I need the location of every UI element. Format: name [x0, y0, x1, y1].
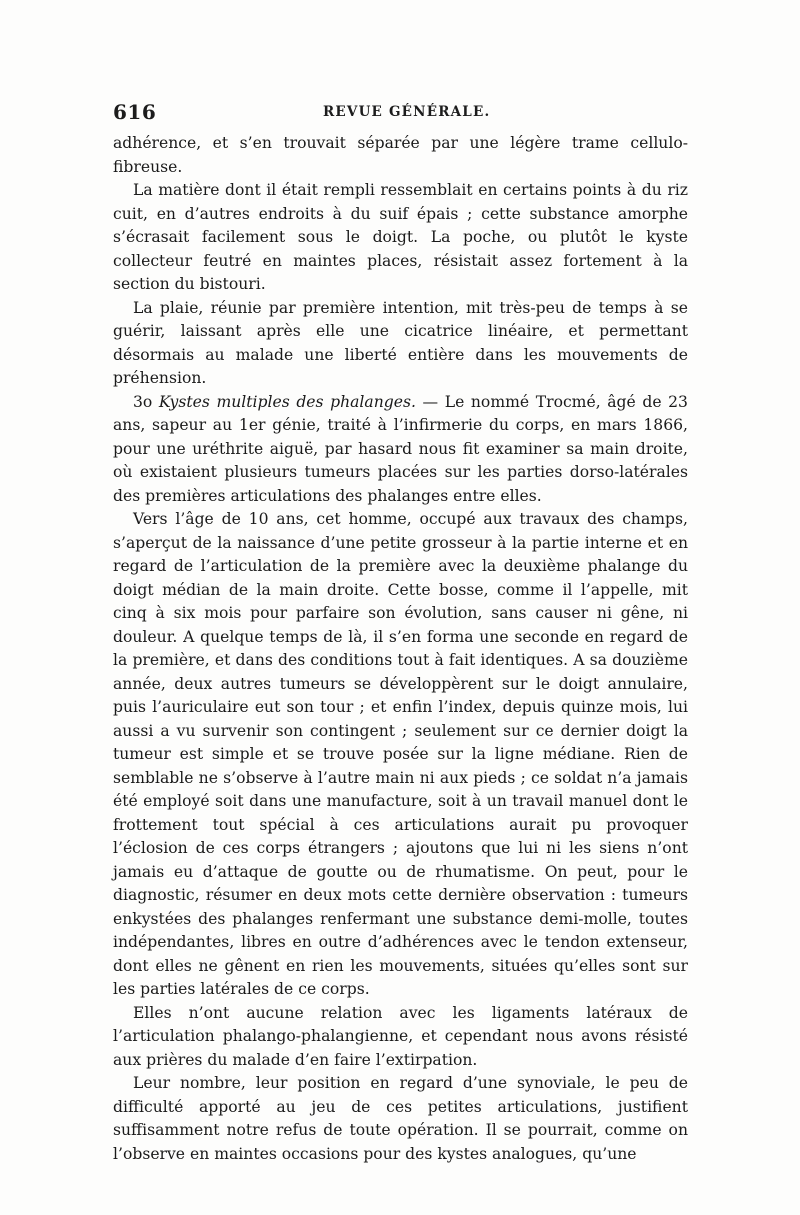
page-number: 616 [113, 100, 157, 124]
running-title: REVUE GÉNÉRALE. [323, 104, 491, 120]
paragraph: Elles n’ont aucune relation avec les ligaments latéraux de l’articulation phalango-phalangienne, et cependant nous avons résisté aux prières du malade d’en faire l’extirpation. [113, 1003, 688, 1069]
running-header [113, 100, 688, 128]
paragraph: Vers l’âge de 10 ans, cet homme, occupé aux travaux des champs, s’aperçut de la naissance d’une petite grosseur à la partie interne et en regard de l’articulation de la première avec la deuxième phalange du doigt médian de la main droite. Cette bosse, comme il l’appelle, mit cinq à six mois pour parfaire son évolution, sans causer ni gêne, ni douleur. A quelque temps de là, il s’en forma une seconde en regard de la première, et dans des conditions tout à fait identiques. A sa douzième année, deux autres tumeurs se développèrent sur le doigt annulaire, puis l’auriculaire eut son tour ; et enfin l’index, depuis quinze mois, lui aussi a vu survenir son contingent ; seulement sur ce dernier doigt la tumeur est simple et se trouve posée sur la ligne médiane. Rien de semblable ne s’observe à l’autre main ni aux pieds ; ce soldat n’a jamais été employé soit dans une manufacture, soit à un travail manuel dont le frottement tout spécial à ces articulations aurait pu provoquer l’éclosion de ces corps étrangers ; ajoutons que lui ni les siens n’ont jamais eu d’attaque de goutte ou de rhumatisme. On peut, pour le diagnostic, résumer en deux mots cette dernière observation : tumeurs enkystées des phalanges renfermant une substance demi-molle, toutes indépendantes, libres en outre d’adhérences avec le tendon extenseur, dont elles ne gênent en rien les mouvements, situées qu’elles sont sur les parties latérales de ce corps. [113, 510, 688, 998]
section-number: 3o [133, 392, 153, 411]
paragraph: La plaie, réunie par première intention, mit très-peu de temps à se guérir, laissant après elle une cicatrice linéaire, et permettant désormais au malade une liberté entière dans les mouvements de préhension. [113, 298, 688, 387]
paragraph: Leur nombre, leur position en regard d’une synoviale, le peu de difficulté apporté au jeu de ces petites articulations, justifient suffisamment notre refus de toute opération. Il se pourrait, comme on l’observe en maintes occasions pour des kystes analogues, qu’une [113, 1074, 688, 1163]
body-text [113, 132, 688, 1166]
section-text: Le nommé Trocmé, âgé de 23 ans, sapeur au 1er génie, traité à l’infirmerie du corps, en mars 1866, pour une uréthrite aiguë, par hasard nous fit examiner sa main droite, où existaient plusieurs tumeurs placées sur les parties dorso-latérales des premières articulations des phalanges entre elles. [113, 392, 688, 505]
section-dash: — [422, 392, 439, 411]
paragraph: La matière dont il était rempli ressemblait en certains points à du riz cuit, en d’autres endroits à du suif épais ; cette substance amorphe s’écrasait facilement sous le doigt. La poche, ou plutôt le kyste collecteur feutré en maintes places, résistait assez fortement à la section du bistouri. [113, 181, 688, 293]
paragraph: adhérence, et s’en trouvait séparée par une légère trame cellulo-fibreuse. [113, 134, 688, 176]
section-paragraph [113, 391, 688, 509]
section-title: Kystes multiples des phalanges. [158, 392, 416, 411]
